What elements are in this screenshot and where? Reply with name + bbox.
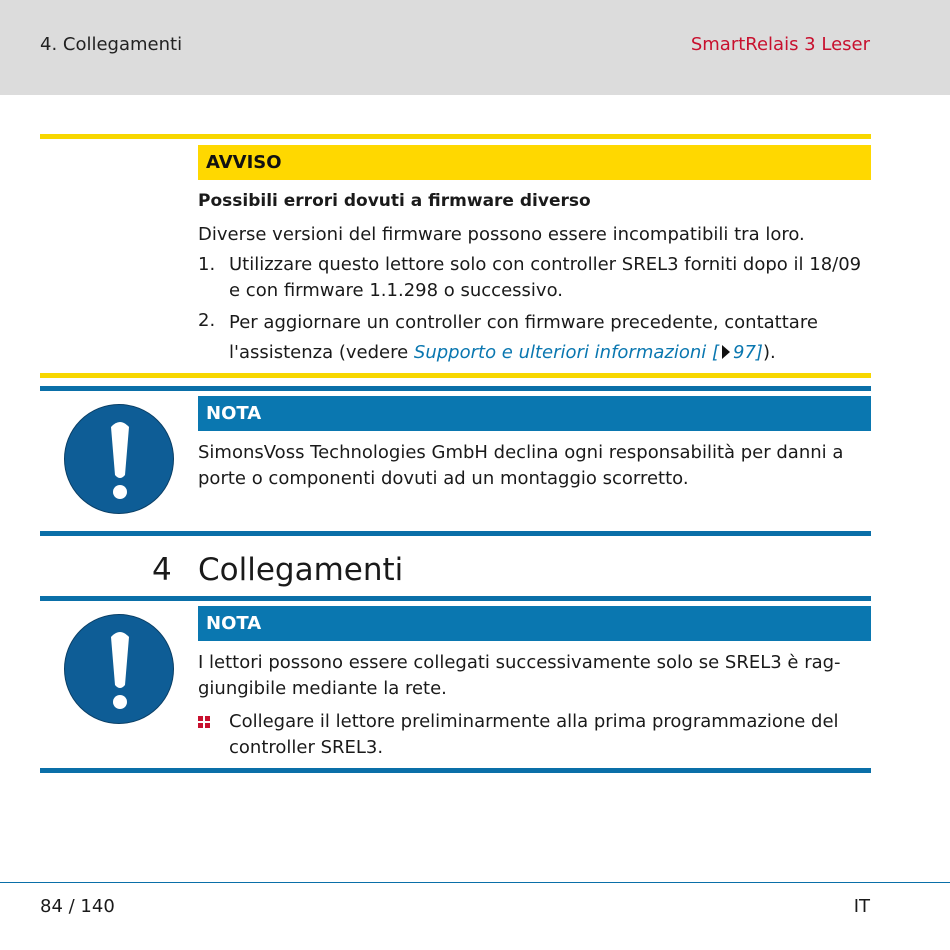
footer-rule (0, 882, 950, 883)
product-name: SmartRelais 3 Leser (690, 34, 870, 55)
list-text: Per aggiornare un controller con firmware precedente, contattare l'assistenza (vedere (229, 312, 818, 363)
exclamation-icon (64, 614, 174, 724)
warning-top-rule (40, 134, 871, 139)
bullet-icon (198, 716, 210, 728)
page-number: 84 / 140 (40, 896, 115, 917)
note-label: NOTA (198, 606, 871, 641)
page-header (0, 0, 950, 95)
warning-intro: Diverse versioni del firmware possono essere incompatibili tra loro. (198, 224, 805, 245)
bullet-item (198, 709, 871, 761)
note-top-rule (40, 596, 871, 601)
support-link[interactable]: Supporto e ulteriori informazioni [ 97] (413, 342, 763, 363)
note-label: NOTA (198, 396, 871, 431)
warning-bottom-rule (40, 373, 871, 378)
list-item (198, 252, 871, 304)
note-text: SimonsVoss Technologies GmbH declina ogni responsabilità per danni a porte o componenti dovuti ad un montaggio scorretto. (198, 442, 844, 489)
note-bottom-rule (40, 531, 871, 536)
chapter-title: Collegamenti (198, 552, 404, 588)
exclamation-icon (64, 404, 174, 514)
bullet-text: Collegare il lettore preliminarmente alla prima programmazione del controller SREL3. (229, 711, 839, 758)
page-arrow-icon (721, 345, 731, 359)
language-code: IT (853, 896, 870, 917)
list-number: 2. (198, 310, 216, 331)
note-bottom-rule (40, 768, 871, 773)
note-text: I lettori possono essere collegati successivamente solo se SREL3 è rag-giungibile mediante la rete. (198, 652, 841, 699)
list-item (198, 308, 871, 368)
chapter-number: 4 (152, 552, 172, 588)
list-number: 1. (198, 254, 216, 275)
note-top-rule (40, 386, 871, 391)
list-text-end: ). (762, 342, 776, 363)
section-title: 4. Collegamenti (40, 34, 183, 55)
list-text: Utilizzare questo lettore solo con controller SREL3 forniti dopo il 18/09 e con firmware 1.1.298 o successivo. (229, 254, 862, 301)
warning-subtitle: Possibili errori dovuti a firmware diverso (198, 191, 591, 211)
warning-label: AVVISO (198, 145, 871, 180)
